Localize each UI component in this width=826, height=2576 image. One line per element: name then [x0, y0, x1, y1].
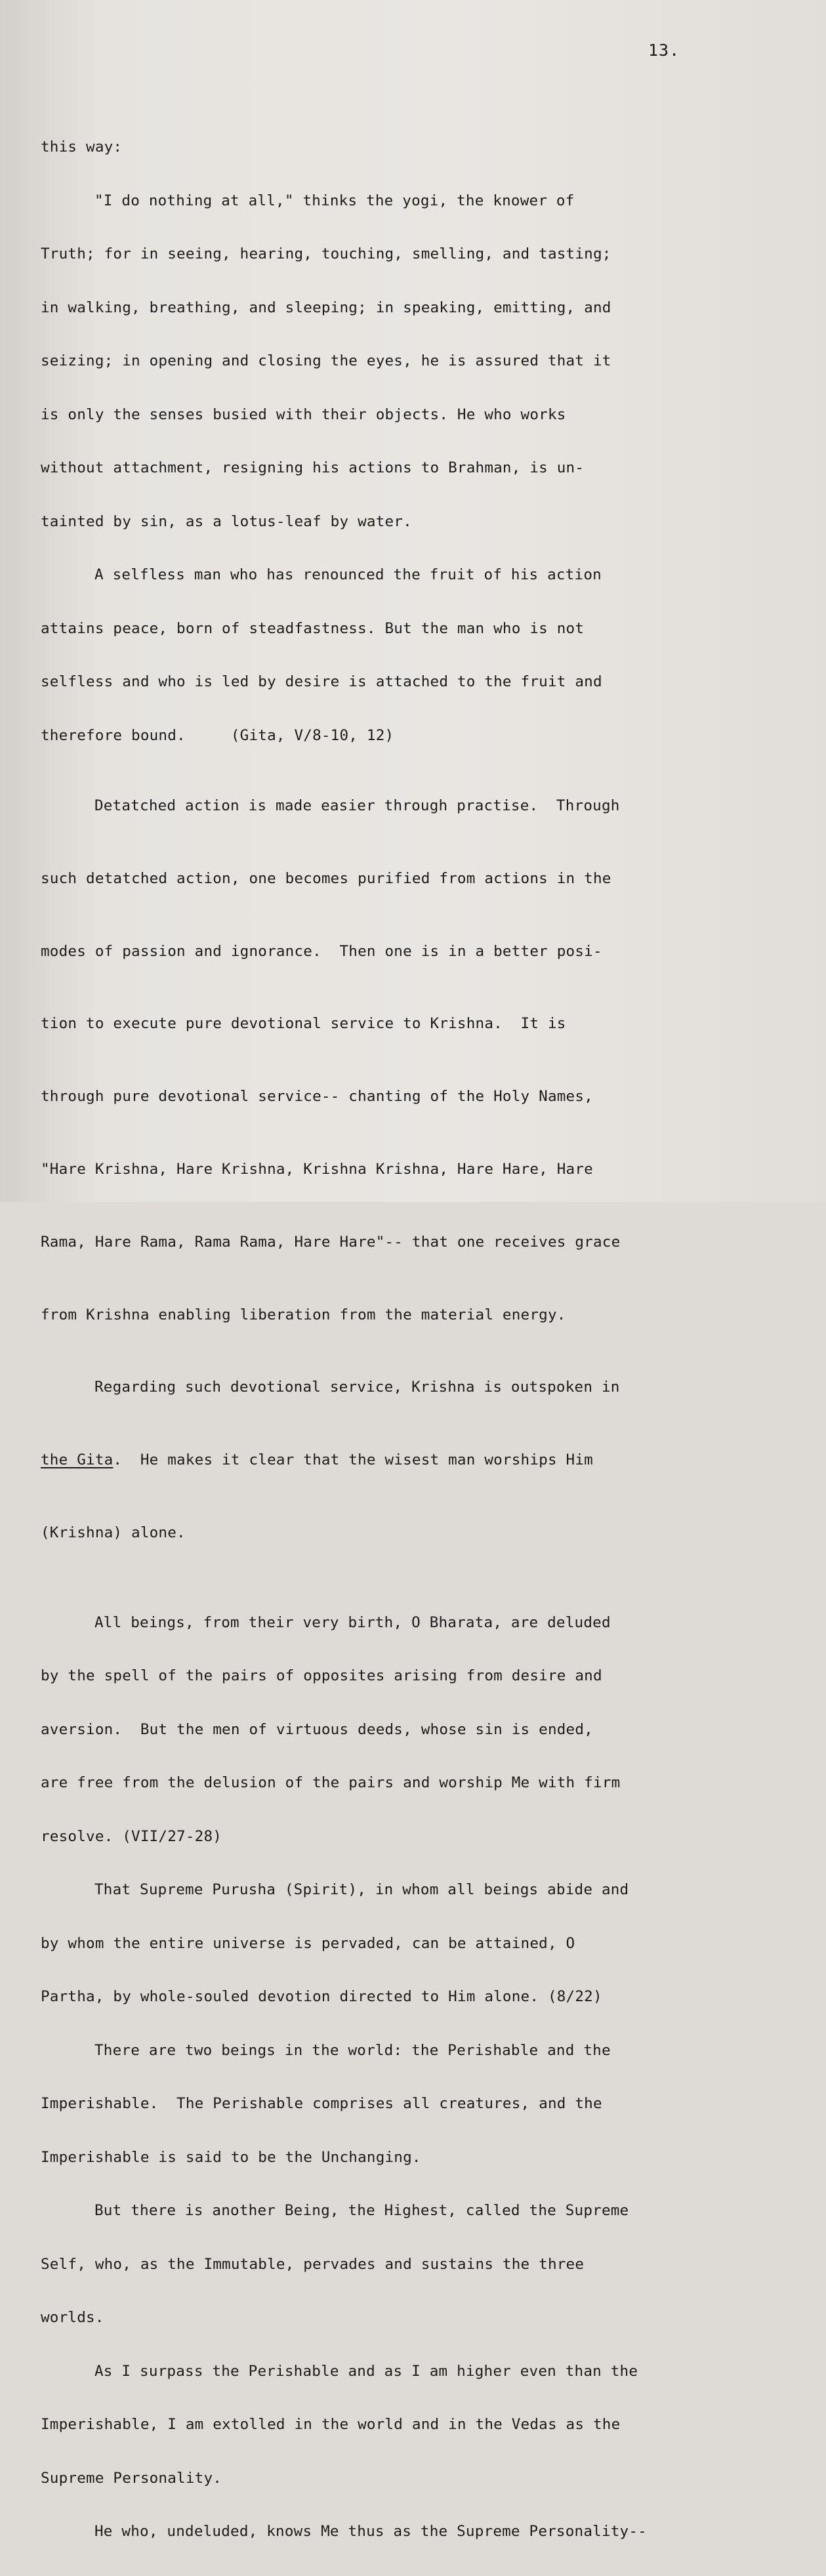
quote-line: All beings, from their very birth, O Bharata, are deluded — [94, 1613, 611, 1631]
page-number: 13. — [648, 41, 680, 60]
quote-line: by whom the entire universe is pervaded, can be attained, O — [41, 1934, 575, 1952]
quote-line: is only the senses busied with their objects. He who works — [41, 405, 566, 423]
quote-line: As I surpass the Perishable and as I am higher even than the — [94, 2362, 638, 2380]
page-body — [41, 104, 782, 2576]
text-line: (Krishna) alone. — [41, 1524, 186, 1541]
text-line: through pure devotional service-- chanting of the Holy Names, — [41, 1088, 593, 1106]
quote-line: tainted by sin, as a lotus-leaf by water. — [41, 512, 412, 530]
quote-line: There are two beings in the world: the Perishable and the — [94, 2041, 611, 2059]
quote-line: Imperishable. The Perishable comprises all creatures, and the — [41, 2095, 602, 2113]
quote-line: by the spell of the pairs of opposites arising from desire and — [41, 1667, 602, 1685]
text-line: such detatched action, one becomes purified from actions in the — [41, 869, 611, 887]
text-line: this way: — [41, 138, 123, 156]
quote-line: A selfless man who has renounced the fruit of his action — [94, 566, 602, 583]
quote-line: Truth; for in seeing, hearing, touching, smelling, and tasting; — [41, 245, 611, 262]
quote-line: Imperishable is said to be the Unchanging. — [41, 2148, 421, 2166]
quote-line: But there is another Being, the Highest, called the Supreme — [94, 2202, 629, 2220]
quote-line: selfless and who is led by desire is attached to the fruit and — [41, 673, 602, 690]
text-fragment: . He makes it clear that the wisest man worships Him — [113, 1451, 593, 1469]
text-line: modes of passion and ignorance. Then one is in a better posi- — [41, 942, 602, 960]
quote-line: attains peace, born of steadfastness. But the man who is not — [41, 619, 585, 637]
quote-line: therefore bound. (Gita, V/8-10, 12) — [41, 726, 394, 744]
quote-line: He who, undeluded, knows Me thus as the Supreme Personality-- — [94, 2523, 647, 2541]
text-line: tion to execute pure devotional service to Krishna. It is — [41, 1015, 566, 1033]
text-line: Rama, Hare Rama, Rama Rama, Hare Hare"-- that one receives grace — [41, 1233, 621, 1251]
quote-line: in walking, breathing, and sleeping; in speaking, emitting, and — [41, 299, 611, 316]
quote-line: "I do nothing at all," thinks the yogi, the knower of — [94, 192, 575, 209]
quote-line: worlds. — [41, 2309, 104, 2327]
quote-line: Self, who, as the Immutable, pervades and sustains the three — [41, 2255, 585, 2273]
quote-line: resolve. (VII/27-28) — [41, 1827, 222, 1845]
quote-line: are free from the delusion of the pairs and worship Me with firm — [41, 1774, 621, 1792]
quote-line: without attachment, resigning his actions to Brahman, is un- — [41, 459, 585, 476]
quote-line: Supreme Personality. — [41, 2469, 222, 2487]
quote-line: aversion. But the men of virtuous deeds, whose sin is ended, — [41, 1720, 593, 1738]
quote-line: Imperishable, I am extolled in the world and in the Vedas as the — [41, 2416, 621, 2434]
quote-line: That Supreme Purusha (Spirit), in whom all beings abide and — [94, 1881, 629, 1899]
text-line: Regarding such devotional service, Krishna is outspoken in — [94, 1379, 620, 1396]
quote-line: seizing; in opening and closing the eyes, he is assured that it — [41, 352, 611, 369]
book-title: the Gita — [41, 1451, 114, 1469]
text-line: Detatched action is made easier through practise. Through — [94, 797, 620, 814]
text-line: from Krishna enabling liberation from the material energy. — [41, 1306, 566, 1323]
text-line — [41, 1451, 782, 1489]
text-line: "Hare Krishna, Hare Krishna, Krishna Krishna, Hare Hare, Hare — [41, 1160, 593, 1178]
quote-line: Partha, by whole-souled devotion directed to Him alone. (8/22) — [41, 1988, 602, 2006]
